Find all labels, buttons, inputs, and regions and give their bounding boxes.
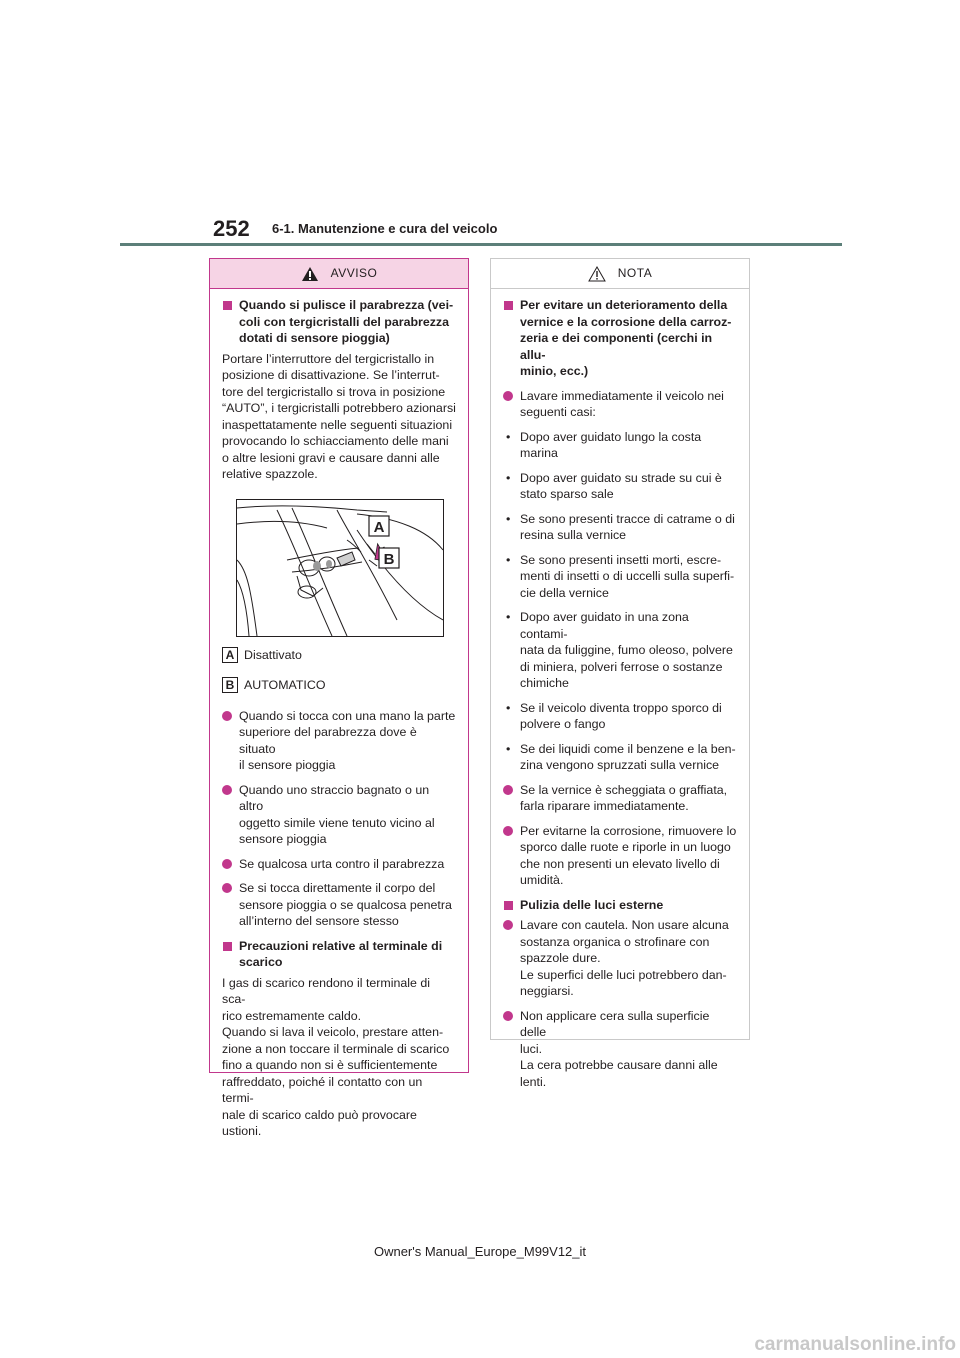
legend-text-a: Disattivato bbox=[244, 647, 302, 662]
note-list-item: • Dopo aver guidato lungo la costa marina bbox=[506, 429, 702, 460]
round-bullet-icon bbox=[503, 785, 513, 795]
round-bullet-icon bbox=[222, 785, 232, 795]
small-dot-icon: • bbox=[506, 552, 511, 567]
square-bullet-icon bbox=[223, 301, 232, 310]
legend-key-b: B bbox=[222, 677, 238, 693]
legend-key-a: A bbox=[222, 647, 238, 663]
square-bullet-icon bbox=[504, 301, 513, 310]
round-bullet-icon bbox=[503, 826, 513, 836]
note-title: NOTA bbox=[617, 266, 653, 281]
round-bullet-icon bbox=[503, 391, 513, 401]
legend-a bbox=[222, 647, 456, 664]
note-bullet: Per evitarne la corrosione, rimuovere lo sporco dalle ruote e riporle in un luogo che non presenti un elevato livello di umidità. bbox=[503, 823, 737, 889]
square-bullet-icon bbox=[223, 942, 232, 951]
warning-title: AVVISO bbox=[330, 266, 378, 281]
round-bullet-icon bbox=[222, 883, 232, 893]
footer-manual-id: Owner's Manual_Europe_M99V12_it bbox=[373, 1244, 587, 1259]
small-dot-icon: • bbox=[506, 610, 511, 624]
small-dot-icon: • bbox=[506, 511, 511, 526]
note-bullet: Se la vernice è scheggiata o graffiata, farla riparare immediatamente. bbox=[503, 782, 737, 815]
small-dot-icon: • bbox=[506, 700, 511, 715]
figure-label-a: A bbox=[373, 518, 385, 536]
square-bullet-icon bbox=[504, 901, 513, 910]
note-list-item: • Se dei liquidi come il benzene e la ben- zina vengono spruzzati sulla vernice bbox=[506, 741, 736, 772]
round-bullet-icon bbox=[222, 711, 232, 721]
warning-bullet: Se qualcosa urta contro il parabrezza bbox=[222, 856, 456, 873]
small-dot-icon: • bbox=[506, 429, 511, 444]
figure-label-b: B bbox=[383, 550, 395, 568]
note-list-item: • Se il veicolo diventa troppo sporco di polvere o fango bbox=[506, 700, 722, 731]
note-section1-heading: Per evitare un deterioramento della vernice e la corrosione della carroz- zeria e dei componenti (cerchi in allu- minio, ecc.) bbox=[503, 297, 737, 380]
warning-header bbox=[210, 259, 468, 289]
legend-text-b: AUTOMATICO bbox=[244, 678, 326, 692]
round-bullet-icon bbox=[503, 920, 513, 930]
header-divider bbox=[120, 243, 842, 246]
warning-section2-heading: Precauzioni relative al terminale di scarico bbox=[222, 938, 456, 971]
small-dot-icon: • bbox=[506, 741, 511, 756]
warning-bullet: Se si tocca direttamente il corpo del sensore pioggia o se qualcosa penetra all’interno del sensore stesso bbox=[222, 880, 456, 930]
page-number: 252 bbox=[213, 216, 250, 241]
small-dot-icon: • bbox=[506, 470, 511, 485]
warning-bullet: Quando si tocca con una mano la parte superiore del parabrezza dove è situato il sensore pioggia bbox=[222, 708, 456, 774]
note-bullet: Lavare immediatamente il veicolo nei seguenti casi: bbox=[503, 388, 737, 421]
round-bullet-icon bbox=[503, 1011, 513, 1021]
warning-triangle-icon bbox=[301, 266, 319, 282]
warning-section2-text: I gas di scarico rendono il terminale di sca- rico estremamente caldo. Quando si lava il veicolo, prestare atten- zione a non toccare il terminale di scarico fino a quando non si è sufficientemente raffreddato, poiché il contatto con un termi- nale di scarico caldo può provocare ustioni. bbox=[222, 975, 450, 1138]
note-bullet: Non applicare cera sulla superficie delle luci. La cera potrebbe causare danni alle lenti. bbox=[503, 1008, 737, 1091]
warning-box bbox=[209, 258, 469, 1138]
caution-triangle-icon bbox=[588, 266, 606, 282]
round-bullet-icon bbox=[222, 859, 232, 869]
note-header bbox=[491, 259, 749, 289]
note-list-item: • Dopo aver guidato su strade su cui è stato sparso sale bbox=[506, 470, 722, 501]
note-list-item: • Se sono presenti insetti morti, escre- menti di insetti o di uccelli sulla superfi- cie della vernice bbox=[506, 552, 735, 600]
note-box bbox=[490, 258, 750, 1089]
warning-section1-heading: Quando si pulisce il parabrezza (vei- coli con tergicristalli del parabrezza dotati di sensore pioggia) bbox=[222, 297, 456, 347]
note-bullet: Lavare con cautela. Non usare alcuna sostanza organica o strofinare con spazzole dure. Le superfici delle luci potrebbero dan- neggiarsi. bbox=[503, 917, 737, 1000]
wiper-switch-drawing bbox=[237, 500, 443, 636]
note-section2-heading: Pulizia delle luci esterne bbox=[503, 897, 737, 914]
legend-b bbox=[222, 677, 456, 694]
section-title: 6-1. Manutenzione e cura del veicolo bbox=[272, 221, 498, 236]
note-list-item: • Se sono presenti tracce di catrame o di resina sulla vernice bbox=[506, 511, 735, 542]
note-list-item: • Dopo aver guidato in una zona contami- nata da fuliggine, fumo oleoso, polvere di miniera, polveri ferrose o sostanze chimiche bbox=[506, 610, 733, 690]
warning-section1-text: Portare l’interruttore del tergicristallo in posizione di disattivazione. Se l’interrut- tore del tergicristallo si trova in posizione “AUTO”, i tergicristalli potrebbero azionarsi inaspettatamente nelle seguenti situazioni provocando lo schiacciamento delle mani o altre lesioni gravi e causare danni alle relative spazzole. bbox=[222, 351, 456, 481]
watermark: carmanualsonline.info bbox=[754, 1334, 956, 1355]
warning-bullet: Quando uno straccio bagnato o un altro oggetto simile viene tenuto vicino al sensore pioggia bbox=[222, 782, 456, 848]
wiper-switch-illustration bbox=[236, 499, 444, 637]
